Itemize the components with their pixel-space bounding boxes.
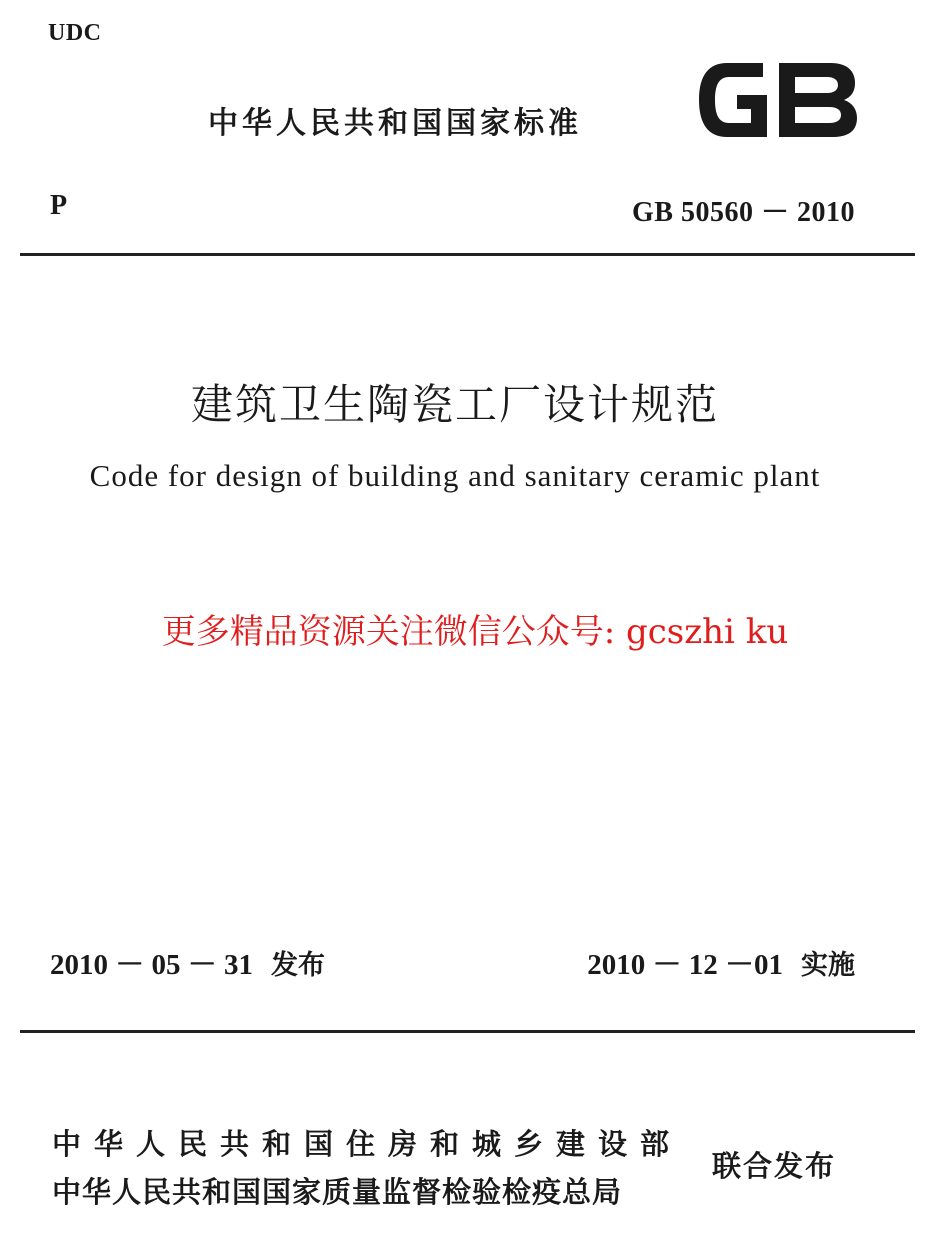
- title-english: Code for design of building and sanitary ceramic plant: [89, 458, 821, 493]
- gb-logo-b: [779, 63, 857, 137]
- implementation-date: 2010 － 12 －01: [587, 949, 783, 981]
- standard-type-heading: 中华人民共和国国家标准: [208, 106, 582, 141]
- issuer-ministry-housing: 中华人民共和国住房和城乡建设部: [52, 1127, 683, 1161]
- footer-divider: [20, 1030, 915, 1033]
- header-divider: [20, 253, 915, 256]
- issue-date-line: [50, 942, 325, 983]
- category-code: P: [50, 190, 68, 221]
- watermark-text: 更多精品资源关注微信公众号: gcszhi ku: [161, 612, 789, 652]
- issue-label: 发布: [271, 950, 326, 981]
- joint-issue-label: 联合发布: [712, 1149, 837, 1183]
- gb-logo-g: [699, 63, 767, 137]
- udc-label: UDC: [48, 20, 102, 46]
- implementation-label: 实施: [801, 950, 855, 981]
- implementation-date-line: [587, 942, 855, 983]
- issuer-quality-administration: 中华人民共和国国家质量监督检验检疫总局: [52, 1175, 623, 1209]
- standard-number: GB 50560 － 2010: [632, 197, 855, 228]
- issue-date: 2010 － 05 － 31: [50, 949, 254, 981]
- gb-logo: [693, 55, 863, 145]
- title-chinese: 建筑卫生陶瓷工厂设计规范: [190, 380, 719, 429]
